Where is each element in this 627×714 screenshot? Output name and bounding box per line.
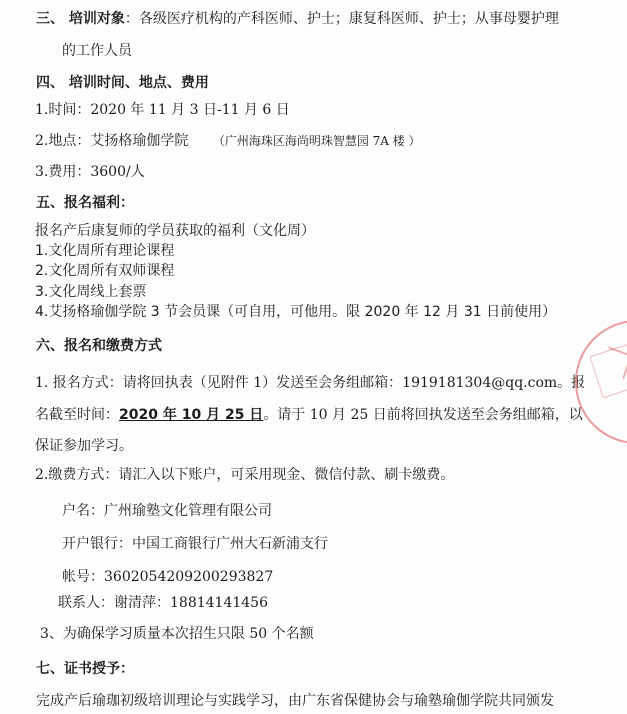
official-seal-inner <box>589 342 627 399</box>
section-six-method-line1: 1. 报名方式：请将回执表（见附件 1）发送至会务组邮箱：1919181304@qq.com。报 <box>35 375 586 391</box>
section-six-deadline-suffix: 。请于 10 月 25 日前将回执发送至会务组邮箱，以 <box>263 407 583 423</box>
section-six-account-number: 帐号：3602054209200293827 <box>62 569 274 585</box>
section-seven-heading: 七、证书授予： <box>36 661 134 677</box>
section-four-fee: 3.费用：3600/人 <box>35 164 145 180</box>
section-five-item: 2.文化周所有双师课程 <box>35 263 175 279</box>
section-five-heading: 五、报名福利： <box>36 195 134 211</box>
section-three-heading: 三、 培训对象 <box>36 11 125 27</box>
section-four-place-address: （广州海珠区海尚明珠智慧园 7A 楼 ） <box>212 134 421 148</box>
section-four-time: 1.时间：2020 年 11 月 3 日-11 月 6 日 <box>35 102 290 118</box>
section-six-deadline-line <box>35 406 583 424</box>
official-seal-mark <box>599 346 627 379</box>
section-four-heading: 四、 培训时间、地点、费用 <box>36 75 209 91</box>
section-six-deadline-prefix: 名截至时间： <box>35 407 119 423</box>
section-four-place-label: 2.地点：艾扬格瑜伽学院 <box>35 133 189 149</box>
section-three-text: ：各级医疗机构的产科医师、护士；康复科医师、护士；从事母婴护理 <box>124 11 559 27</box>
section-six-heading: 六、报名和缴费方式 <box>36 338 162 354</box>
section-four-place-line <box>35 132 421 150</box>
section-five-item: 3.文化周线上套票 <box>35 284 147 300</box>
section-six-contact: 联系人：谢清萍：18814141456 <box>58 595 268 611</box>
section-five-intro: 报名产后康复师的学员获取的福利（文化周） <box>35 223 315 239</box>
section-six-payment-intro: 2.缴费方式：请汇入以下账户，可采用现金、微信付款、刷卡缴费。 <box>35 467 455 483</box>
section-six-deadline-date: 2020 年 10 月 25 日 <box>119 407 264 423</box>
section-six-method-line3: 保证参加学习。 <box>35 438 133 454</box>
section-six-bank: 开户银行：中国工商银行广州大石新浦支行 <box>62 536 328 552</box>
section-five-item: 4.艾扬格瑜伽学院 3 节会员课（可自用，可他用。限 2020 年 12 月 31 日前使用） <box>35 304 557 320</box>
section-six-quota: 3、为确保学习质量本次招生只限 50 个名额 <box>40 626 314 642</box>
section-three-heading-line <box>36 10 559 28</box>
section-three-continuation: 的工作人员 <box>62 43 132 59</box>
section-seven-text: 完成产后瑜珈初级培训理论与实践学习，由广东省保健协会与瑜塾瑜伽学院共同颁发 <box>36 693 554 709</box>
section-six-account-name: 户名：广州瑜塾文化管理有限公司 <box>62 503 272 519</box>
section-five-item: 1.文化周所有理论课程 <box>35 243 175 259</box>
